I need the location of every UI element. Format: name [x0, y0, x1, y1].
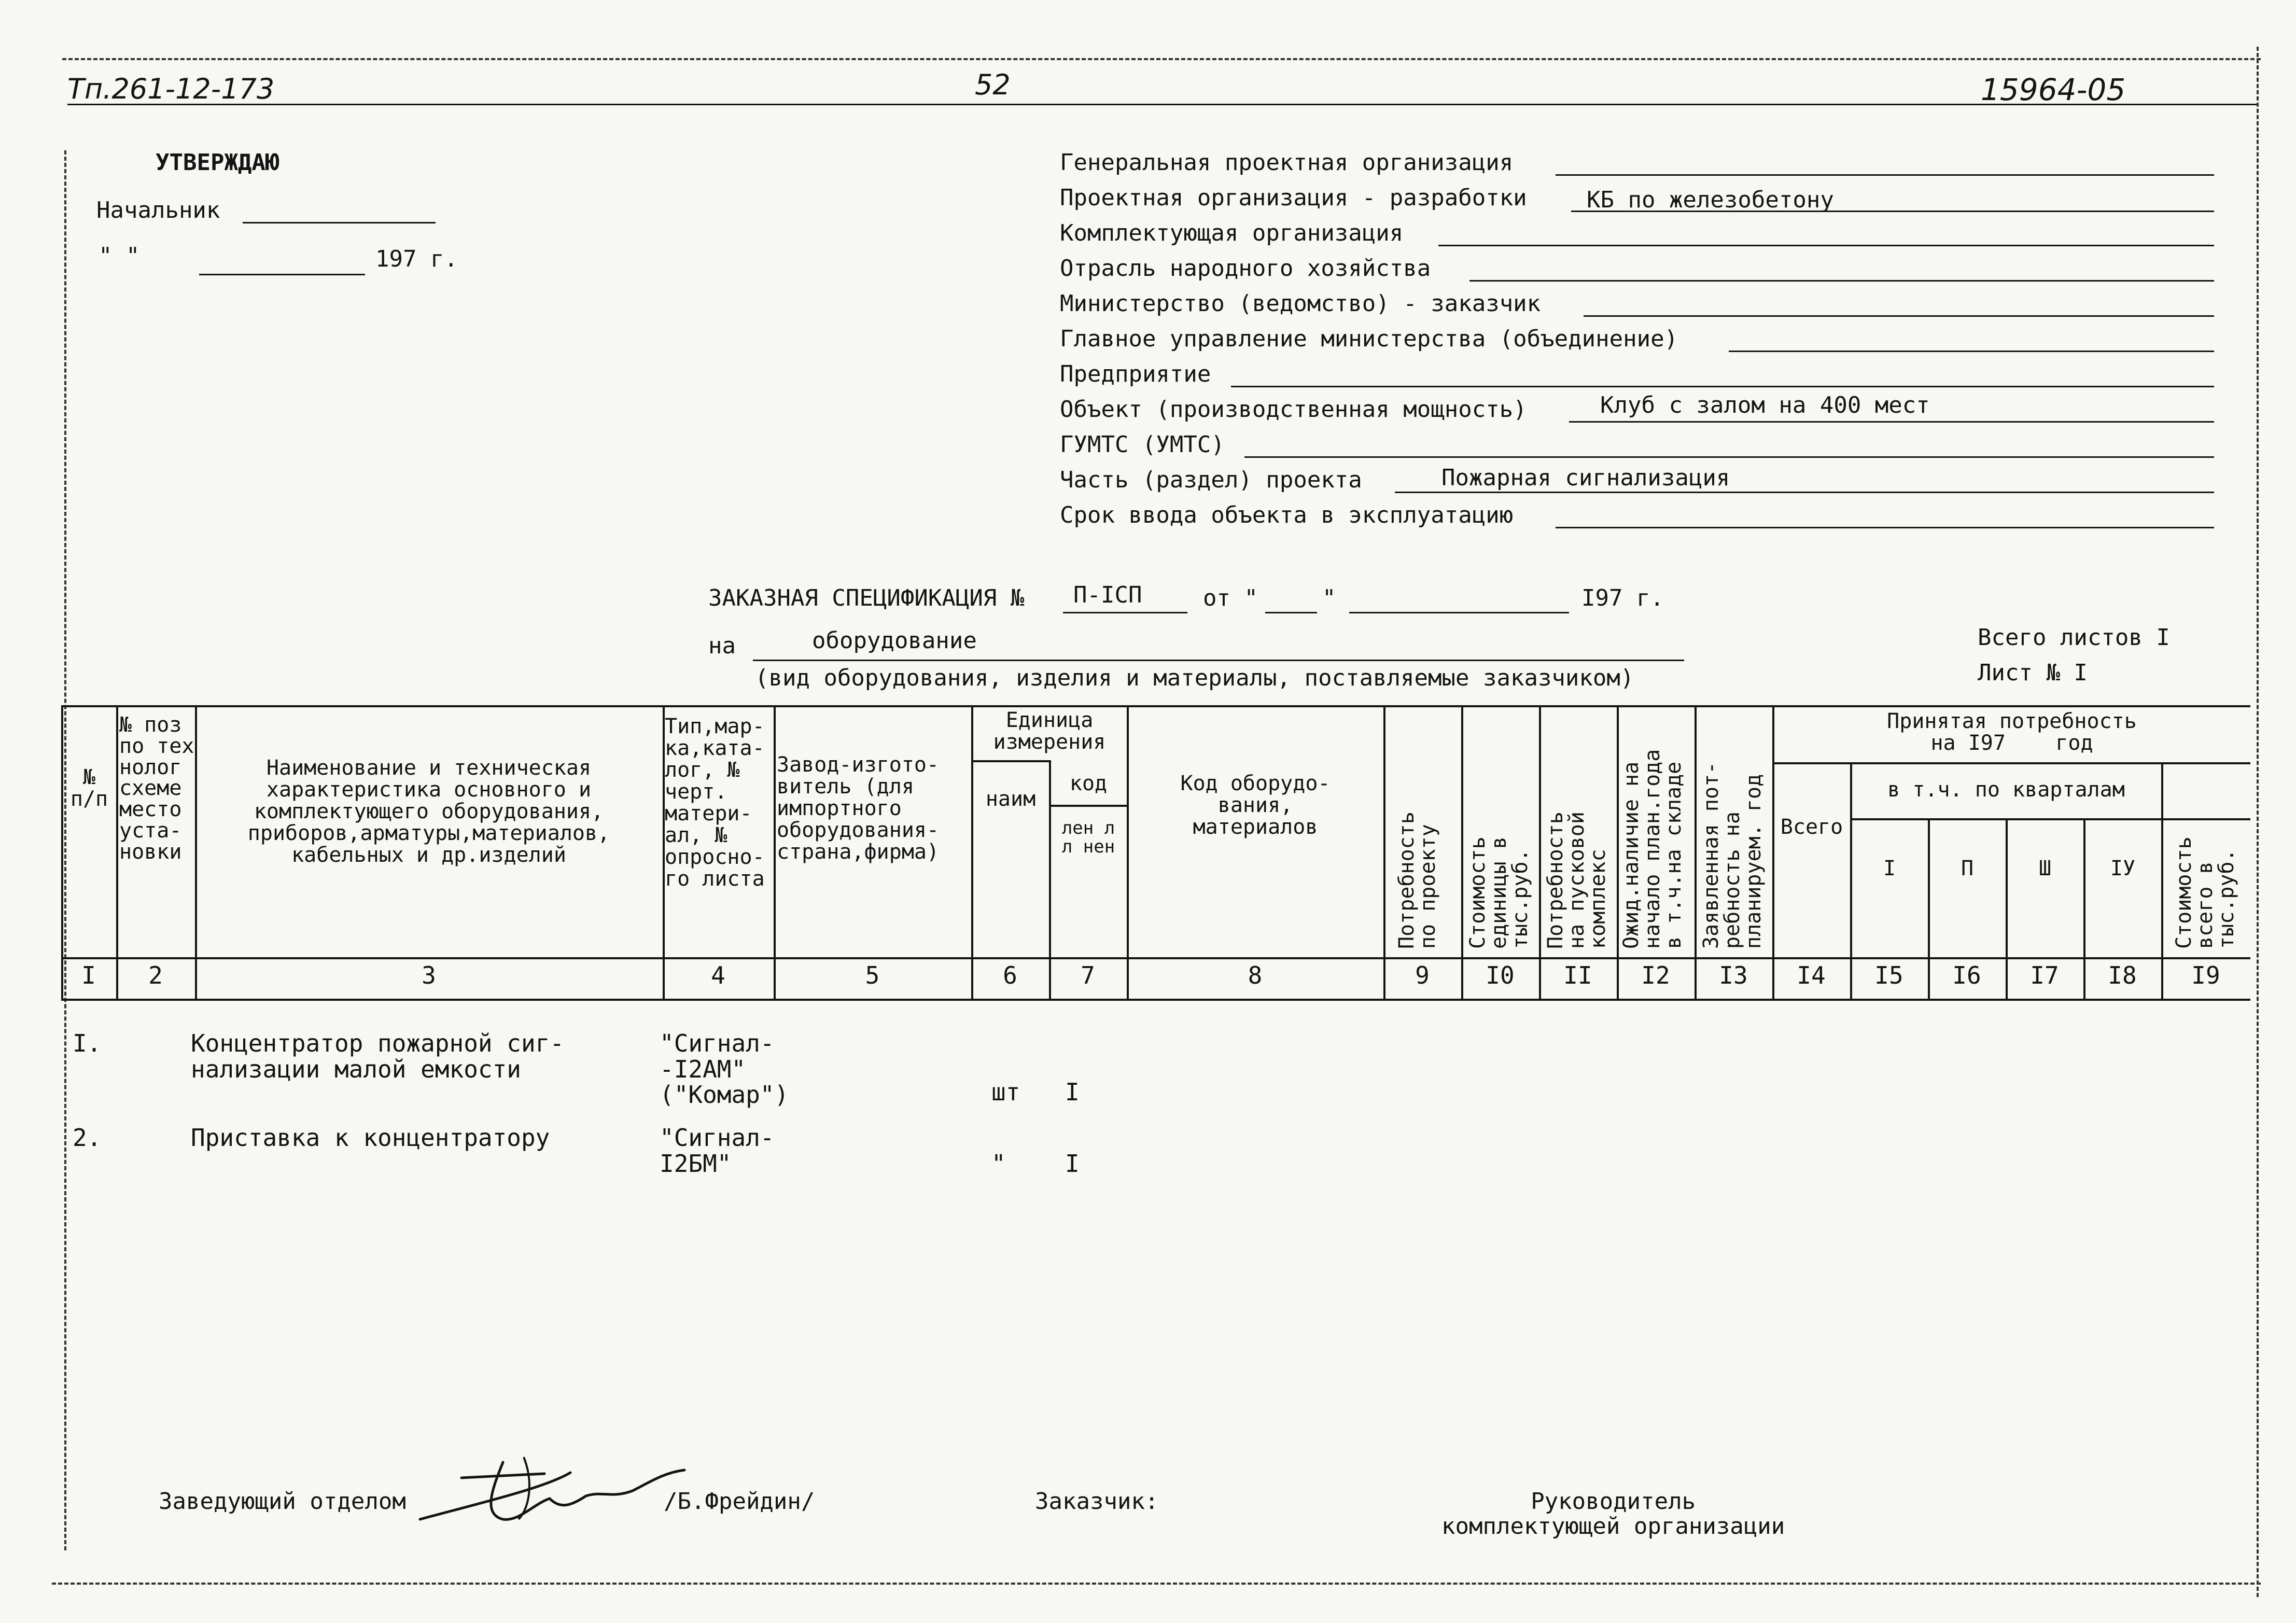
col-number: I0 [1486, 961, 1515, 989]
sheet-number: Лист № I [1978, 660, 2088, 686]
code-rule [1049, 805, 1127, 807]
hdr-accepted: Принятая потребность на I97 год [1887, 709, 2137, 755]
hdr-q4: IУ [2110, 857, 2136, 880]
org-line [1556, 174, 2214, 176]
frame-right [2257, 47, 2259, 1597]
approval-date-quote: " " [99, 243, 140, 269]
approve-label: УТВЕРЖДАЮ [156, 149, 279, 176]
spec-title: ЗАКАЗНАЯ СПЕЦИФИКАЦИЯ № [708, 585, 1025, 611]
col-number: I2 [1641, 961, 1670, 989]
doc-code-right: 15964-05 [1981, 72, 2126, 107]
hdr-position: № поз по тех нолог схеме место уста- новки [119, 713, 194, 864]
row-type: "Сигнал- I2БМ" [660, 1124, 775, 1178]
org-label: Комплектующая организация [1060, 220, 1404, 246]
col-number: 8 [1248, 961, 1263, 989]
hdr-q2: П [1961, 857, 1974, 880]
hdr-type: Тип,мар- ка,ката- лог, № черт. матери- ал, № опросно- го листа [665, 715, 765, 891]
col-line [1539, 705, 1541, 1001]
spec-equipment-line [753, 660, 1684, 661]
col-number: 3 [422, 961, 436, 989]
org-line [1556, 527, 2214, 528]
spec-subtitle: (вид оборудования, изделия и материалы, поставляемые заказчиком) [755, 665, 1634, 691]
org-label: Министерство (ведомство) - заказчик [1060, 290, 1541, 317]
row-name: Приставка к концентратору [191, 1124, 550, 1152]
hdr-total: Всего [1780, 815, 1843, 839]
org-line [1571, 211, 2214, 212]
spec-table [61, 705, 2250, 1001]
col-number: II [1563, 961, 1592, 989]
col-number: I6 [1952, 961, 1981, 989]
spec-na: на [708, 633, 736, 659]
org-label: ГУМТС (УМТС) [1060, 431, 1225, 458]
quarters-rule [1850, 818, 2250, 820]
spec-year: I97 г. [1581, 585, 1664, 611]
org-label: Проектная организация - разработки [1060, 185, 1527, 211]
customer-label: Заказчик: [1035, 1488, 1159, 1515]
org-line [1395, 492, 2214, 493]
hdr-unit-name: наим [985, 787, 1036, 811]
col-line [1617, 705, 1619, 1001]
org-label: Предприятие [1060, 361, 1211, 387]
head-name: /Б.Фрейдин/ [664, 1488, 815, 1515]
hdr-q1: I [1883, 857, 1896, 880]
frame-top [62, 58, 2261, 60]
org-label: Срок ввода объекта в эксплуатацию [1060, 502, 1514, 528]
spec-equipment: оборудование [812, 627, 977, 654]
spec-from: от " [1203, 585, 1258, 611]
col-number: 9 [1415, 961, 1430, 989]
col-number: 6 [1003, 961, 1017, 989]
org-line [1231, 386, 2214, 387]
approval-year: 197 г. [375, 246, 458, 272]
col-line [1695, 705, 1697, 1001]
col-line [1772, 705, 1774, 1001]
doc-code-left: Тп.261-12-173 [67, 73, 275, 105]
unit-rule [971, 760, 1049, 762]
org-line [1584, 315, 2214, 317]
col-line [1461, 705, 1463, 1001]
hdr-expected: Ожид.наличие на начало план.года в т.ч.на складе [1619, 749, 1686, 949]
col-number: 7 [1081, 961, 1095, 989]
col-number: I7 [2030, 961, 2059, 989]
chief-signature-line [243, 222, 436, 223]
hdr-quarters: в т.ч. по кварталам [1887, 778, 2125, 802]
hdr-code: Код оборудо- вания, материалов [1180, 772, 1331, 839]
org-line [1438, 245, 2214, 246]
col-number: I9 [2191, 961, 2220, 989]
accepted-rule [1772, 762, 2250, 764]
org-value: КБ по железобетону [1587, 187, 1834, 213]
hdr-need-project: Потребность по проекту [1395, 812, 1440, 949]
col-number: I3 [1719, 961, 1748, 989]
row-type: "Сигнал- -I2АМ" ("Комар") [660, 1029, 789, 1109]
hdr-num: № п/п [70, 765, 108, 811]
hdr-unit-code-sub: лен л л нен [1061, 818, 1115, 857]
table-top-border [61, 705, 2250, 707]
col-number: I [81, 961, 96, 989]
head-label: Заведующий отделом [159, 1488, 406, 1515]
org-value: Клуб с залом на 400 мест [1600, 392, 1930, 418]
org-label: Часть (раздел) проекта [1060, 467, 1362, 493]
frame-bottom [52, 1583, 2261, 1585]
row-number: I. [73, 1029, 102, 1057]
org-label: Главное управление министерства (объединение) [1060, 326, 1678, 352]
sheets-total: Всего листов I [1978, 624, 2170, 651]
col-number: 5 [865, 961, 880, 989]
hdr-name: Наименование и техническая характеристика основного и комплектующего оборудования, приборов,арматуры,материалов, кабельных и др.изделий [247, 756, 610, 867]
org-line [1729, 351, 2214, 352]
hdr-unit-code: код [1069, 772, 1108, 795]
hdr-manufacturer: Завод-изгото- витель (для импортного оборудования- страна,фирма) [777, 753, 940, 864]
hdr-declared: Заявленная пот- ребность на планируем. год [1699, 761, 1766, 949]
hdr-total-cost: Стоимость всего в тыс.руб. [2172, 836, 2238, 949]
org-label: Объект (производственная мощность) [1060, 396, 1527, 423]
spec-quote-close: " [1322, 585, 1336, 611]
col-number: 4 [711, 961, 725, 989]
hdr-q3: Ш [2038, 857, 2052, 880]
hdr-need-start: Потребность на пусковой комплекс [1544, 812, 1610, 949]
hdr-unit: Единица измерения [993, 708, 1106, 754]
org-line [1244, 456, 2214, 458]
col-line [971, 705, 973, 1001]
col-number: I4 [1797, 961, 1826, 989]
org-label: Генеральная проектная организация [1060, 149, 1514, 176]
col-line [1383, 705, 1385, 1001]
chief-label: Начальник [96, 197, 220, 223]
approval-date-line [199, 274, 365, 275]
spec-day-line [1265, 612, 1317, 613]
hdr-unit-cost: Стоимость единицы в тыс.руб. [1466, 836, 1532, 949]
spec-number: П-IСП [1073, 582, 1142, 608]
row-qty: I [1065, 1150, 1080, 1178]
spec-number-line [1063, 612, 1187, 613]
org-line [1569, 421, 2214, 423]
col-number: I8 [2108, 961, 2137, 989]
header-rule [67, 104, 2257, 105]
org-line [1469, 280, 2214, 282]
signature-image [415, 1442, 695, 1535]
col-line [774, 705, 776, 1001]
row-unit: шт [991, 1078, 1020, 1106]
col-number: 2 [148, 961, 163, 989]
page-number: 52 [975, 68, 1011, 101]
spec-month-line [1349, 612, 1569, 613]
col-line [61, 705, 63, 1001]
org-value: Пожарная сигнализация [1441, 465, 1730, 491]
org-label: Отрасль народного хозяйства [1060, 255, 1431, 282]
row-number: 2. [73, 1124, 102, 1152]
header-bottom-border [61, 957, 2250, 959]
row-unit: " [991, 1150, 1006, 1178]
row-name: Концентратор пожарной сиг- нализации малой емкости [191, 1029, 565, 1083]
col-line [116, 705, 118, 1001]
leader-label: Руководитель комплектующей организации [1441, 1488, 1785, 1540]
col-line [1127, 705, 1129, 1001]
col-number: I5 [1874, 961, 1903, 989]
numbers-bottom-border [61, 999, 2250, 1001]
row-qty: I [1065, 1078, 1080, 1106]
